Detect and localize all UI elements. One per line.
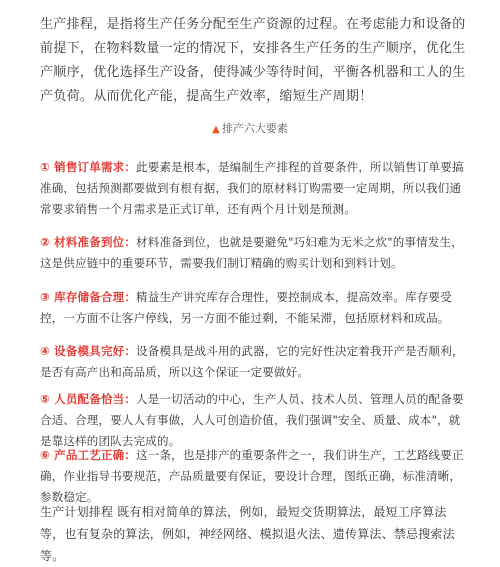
factor-heading: ② 材料准备到位： — [40, 235, 137, 249]
factor-text: 材料准备到位，也就是要避免"巧妇难为无米之炊"的事情发生，这是供应链中的重要环节，需要我们制订精确的购买计划和到料计划。 — [40, 235, 463, 270]
factor-heading: ③ 库存储备合理： — [40, 290, 137, 304]
factor-heading: ⑥ 产品工艺正确： — [40, 448, 137, 462]
outro-paragraph: 生产计划排程 既有相对简单的算法，例如，最短交货期算法，最短工序算法等，也有复杂的算法，例如，神经网络、模拟退火法、遗传算法、禁忌搜索法等。 — [40, 505, 455, 563]
factor-heading: ④ 设备模具完好： — [40, 344, 137, 358]
factor-item-6 — [40, 445, 468, 508]
factor-item-5 — [40, 389, 468, 452]
factor-text: 设备模具是战斗用的武器，它的完好性决定着我开产是否顺利，是否有高产出和高品质，所以这个保证一定要做好。 — [40, 344, 464, 379]
factor-heading: ① 销售订单需求： — [40, 160, 137, 174]
intro-paragraph: 生产排程，是指将生产任务分配至生产资源的过程。在考虑能力和设备的前提下，在物料数量一定的情况下，安排各生产任务的生产顺序，优化生产顺序，优化选择生产设备，使得减少等待时间，平衡各机器和工人的生产负荷。从而优化产能，提高生产效率，缩短生产周期！ — [40, 17, 466, 104]
caption-text: 排产六大要素 — [221, 122, 288, 135]
factor-text: 人是一切活动的中心，生产人员、技术人员、管理人员的配备要合适、合理，要人人有事做，人人可创造价值，我们强调"安全、质量、成本"，就是靠这样的团队去完成的。 — [40, 392, 464, 448]
factor-item-2 — [40, 232, 468, 274]
triangle-up-icon: ▲ — [212, 124, 220, 135]
factor-item-1 — [40, 157, 468, 220]
factor-text: 这一条，也是排产的重要条件之一，我们讲生产，工艺路线要正确，作业指导书要规范，产品质量要有保证，要设计合理，图纸正确，标准清晰，参数稳定。 — [40, 448, 464, 504]
factor-text: 此要素是根本，是编制生产排程的首要条件，所以销售订单要搞准确，包括预测都要做到有根有据，我们的原材料订购需要一定周期，所以我们通常要求销售一个月需求是正式订单，还有两个月计划是预测。 — [40, 160, 464, 216]
image-caption — [0, 120, 500, 136]
factor-text: 精益生产讲究库存合理性，要控制成本，提高效率。库存要受控，一方面不让客户停线，另一方面不能过剩，不能呆滞，包括原材料和成品。 — [40, 290, 452, 325]
factor-item-3 — [40, 287, 468, 329]
factor-heading: ⑤ 人员配备恰当： — [40, 392, 137, 406]
factor-item-4 — [40, 341, 468, 383]
